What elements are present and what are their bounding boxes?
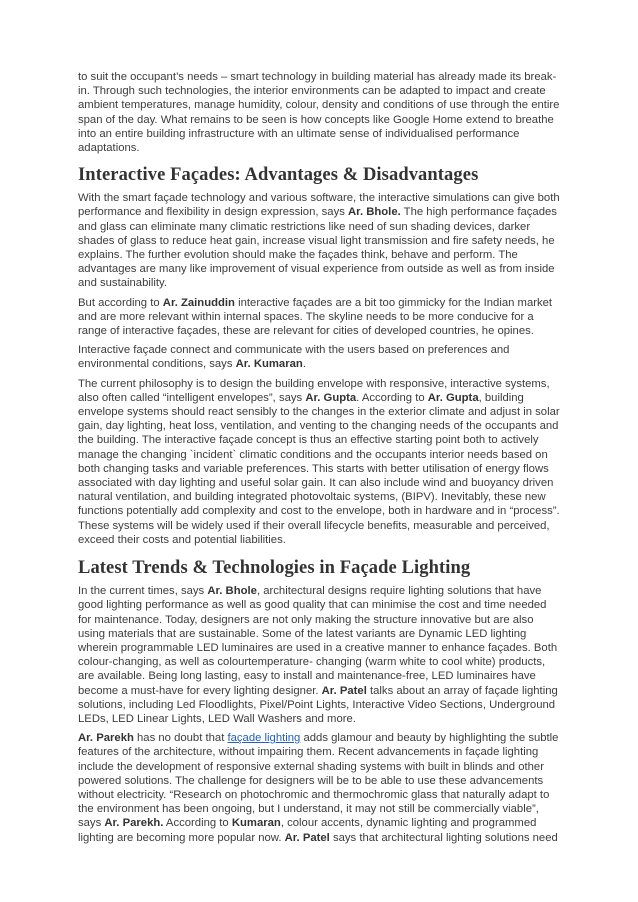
paragraph-bhole-advantages: With the smart façade technology and various software, the interactive simulations can give both performance and flexibility in design expression, says Ar. Bhole. The high performance façades and glass can eliminate many climatic restrictions like need of sun shading devices, darker shades of glass to reduce heat gain, increase visual light transmission and fire safety needs, he explains. The further evolution should make the façades think, behave and perform. The advantages are many like improvement of visual experience from outside as well as from inside and sustainability.	[78, 192, 560, 290]
intro-paragraph: to suit the occupant’s needs – smart technology in building material has already made its break-in. Through such technologies, the interior environments can be adapted to impact and create ambient temperatures, manage humidity, colour, density and conditions of use through the entire span of the day. What remains to be seen is how concepts like Google Home extend to breathe into an entire building infrastructure with an ultimate sense of individualised performance adaptations.	[78, 71, 560, 155]
name-ar-patel: Ar. Patel	[321, 684, 367, 697]
name-ar-zainuddin: Ar. Zainuddin	[162, 296, 235, 309]
section-heading-interactive-facades: Interactive Façades: Advantages & Disadvantages	[78, 165, 479, 186]
paragraph-zainuddin: But according to Ar. Zainuddin interactive façades are a bit too gimmicky for the Indian market and are more relevant within internal spaces. The skyline needs to be more conducive for a range of interactive façades, these are relevant for cities of developed countries, he opines.	[78, 296, 553, 338]
name-ar-gupta-2: Ar. Gupta	[427, 391, 479, 404]
name-ar-kumaran: Ar. Kumaran	[235, 358, 303, 371]
name-ar-gupta: Ar. Gupta	[305, 391, 357, 404]
paragraph-kumaran: Interactive façade connect and communicate with the users based on preferences and environmental conditions, says Ar. Kumaran.	[78, 344, 510, 371]
name-ar-parekh-2: Ar. Parekh.	[104, 817, 164, 830]
paragraph-gupta: The current philosophy is to design the building envelope with responsive, interactive systems, also often called “intelligent envelopes”, says Ar. Gupta. According to Ar. Gupta, building envelope systems should react sensibly to the changes in the exterior climate and adjust in solar gain, day lighting, heat loss, ventilation, and venting to the changing needs of the occupants and the building. The interactive façade concept is thus an effective starting point both to actively manage the changing `incident` climatic conditions and the occupants interior needs based on both changing tasks and variable preferences. This starts with better utilisation of energy flows associated with day lighting and useful solar gain. It can also include wind and buoyancy driven natural ventilation, and building integrated photovoltaic systems, (BIPV). Inevitably, these new functions potentially add complexity and cost to the envelope, both in hardware and in “process”. These systems will be widely used if their overall lifecycle benefits, measurable and perceived, exceed their costs and potential liabilities.	[78, 377, 560, 546]
name-kumaran: Kumaran	[231, 817, 281, 830]
name-ar-bhole: Ar. Bhole.	[348, 206, 401, 219]
name-ar-bhole-2: Ar. Bhole	[207, 585, 257, 598]
facade-lighting-link[interactable]: façade lighting	[227, 732, 301, 745]
paragraph-parekh: Ar. Parekh has no doubt that façade lighting adds glamour and beauty by highlighting the subtle features of the architecture, without impairing them. Recent advancements in façade lighting include the development of responsive external shading systems with built in blinds and other powered solutions. The challenge for designers will be to be able to use these advancements without electricity. “Research on photochromic and thermochromic glass that naturally adapt to the environment has been ongoing, but I understand, it may not still be commercially viable”, says Ar. Parekh. According to Kumaran, colour accents, dynamic lighting and programmed lighting are becoming more popular now. Ar. Patel says that architectural lighting solutions need	[78, 732, 559, 844]
name-ar-patel-2: Ar. Patel	[284, 831, 330, 844]
document-page	[78, 70, 562, 850]
paragraph-lighting-trends: In the current times, says Ar. Bhole, architectural designs require lighting solutions that have good lighting performance as well as good quality that can minimise the cost and time needed for maintenance. Today, designers are not only making the structure innovative but are also using materials that are sustainable. Some of the latest variants are Dynamic LED lighting wherein programmable LED luminaires are used in a creative manner to enhance façades. Both colour-changing, as well as colourtemperature- changing (warm white to cool white) products, are available. Being long lasting, easy to install and maintenance-free, LED luminaires have become a must-have for every lighting designer. Ar. Patel talks about an array of façade lighting solutions, including Led Floodlights, Pixel/Point Lights, Interactive Video Sections, Underground LEDs, LED Linear Lights, LED Wall Washers and more.	[78, 585, 558, 725]
section-heading-facade-lighting: Latest Trends & Technologies in Façade Lighting	[78, 558, 471, 579]
name-ar-parekh: Ar. Parekh	[78, 732, 134, 745]
